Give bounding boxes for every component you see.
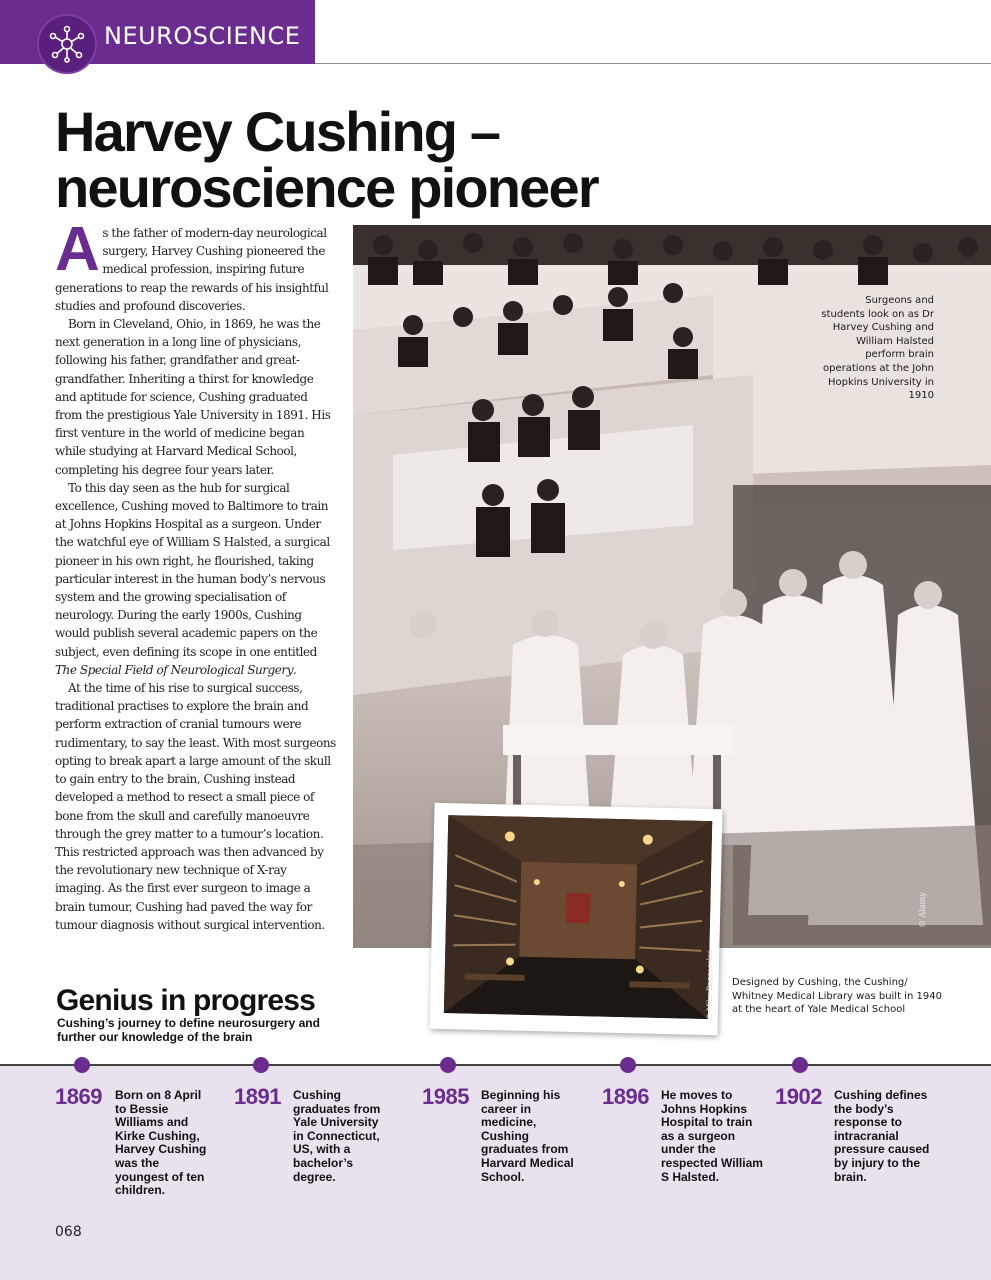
paragraph-2: Born in Cleveland, Ohio, in 1869, he was the next generation in a long line of physicians, following his father, grandfather and great-grandfather. Inheriting a thirst for knowledge and aptitude for science, Cushing graduated from the prestigious Yale University in 1891. His first venture in the world of medicine began while studying at Harvard Medical School, completing his degree four years later. [55,317,331,477]
timeline-event-text: Beginning his career in medicine, Cushing graduates from Harvard Medical School. [481,1088,574,1184]
timeline-year-1985: 1985 [422,1084,469,1109]
paragraph-1: As the father of modern-day neurological surgery, Harvey Cushing pioneered the medical profession, inspiring future generations to reap the rewards of his insightful studies and profound discoveries. [55,215,329,313]
paragraph-3: To this day seen as the hub for surgical excellence, Cushing moved to Baltimore to train at Johns Hopkins Hospital as a surgeon. Under the watchful eye of William S Halsted, a surgical pioneer in his own right, he flourished, taking particular interest in the human body’s nervous system and the growing specialisation of neurology. During the early 1900s, Cushing would publish several academic papers on the subject, even defining its scope in one entitled The Special Field of Neurological Surgery. [55,480,330,677]
drop-cap: A [55,215,100,284]
book-title: The Special Field of Neurological Surgery [55,662,294,677]
timeline-year-1869: 1869 [55,1084,102,1109]
timeline-year-1902: 1902 [775,1084,822,1109]
section-label: NEUROSCIENCE [104,22,301,50]
timeline-dot [440,1057,456,1073]
section-badge [37,14,97,74]
header-rule [315,63,991,64]
library-photo-frame [429,803,722,1035]
timeline-event-text: Born on 8 April to Bessie Williams and Kirke Cushing, Harvey Cushing was the youngest of ten children. [115,1088,207,1198]
article-body [55,215,337,934]
timeline-dot [792,1057,808,1073]
library-photo-credit: © Mike Baggecolas [706,950,714,1020]
timeline-year-1896: 1896 [602,1084,649,1109]
article-title [55,100,695,219]
timeline-event-text: He moves to Johns Hopkins Hospital to train as a surgeon under the respected William S Halsted. [661,1088,763,1184]
timeline-event-text: Cushing graduates from Yale University in Connecticut, US, with a bachelor’s degree. [293,1088,381,1184]
timeline-line [0,1064,991,1066]
timeline-event-text: Cushing defines the body’s response to intracranial pressure caused by injury to the brain. [834,1088,930,1184]
timeline-subheading: Cushing’s journey to define neurosurgery and further our knowledge of the brain [57,1016,320,1044]
neuron-network-icon [47,24,87,64]
timeline-heading: Genius in progress [56,984,315,1017]
title-line-2: neuroscience pioneer [55,156,598,219]
timeline-dot [620,1057,636,1073]
library-photo [444,815,712,1019]
page-number: 068 [55,1224,82,1240]
main-photo-credit: © Alamy [918,892,927,928]
library-photo-caption: Designed by Cushing, the Cushing/ Whitney Medical Library was built in 1940 at the heart of Yale Medical School [732,977,942,1015]
timeline-dot [253,1057,269,1073]
timeline-year-1891: 1891 [234,1084,281,1109]
main-photo-caption: Surgeons and students look on as Dr Harvey Cushing and William Halsted perform brain operations at the John Hopkins University in 1910 [821,295,934,402]
timeline-dot [74,1057,90,1073]
paragraph-4: At the time of his rise to surgical success, traditional practises to explore the brain and perform extraction of cranial tumours were rudimentary, to say the least. With most surgeons opting to break apart a large amount of the skull to gain entry to the brain, Cushing instead developed a method to resect a small piece of bone from the skull and carefully manoeuvre through the grey matter to a tumour’s location. This restricted approach was then advanced by the revolutionary new technique of X-ray imaging. As the first ever surgeon to image a brain tumour, Cushing had paved the way for tumour diagnosis without surgical intervention. [55,681,336,932]
title-line-1: Harvey Cushing – [55,100,500,163]
